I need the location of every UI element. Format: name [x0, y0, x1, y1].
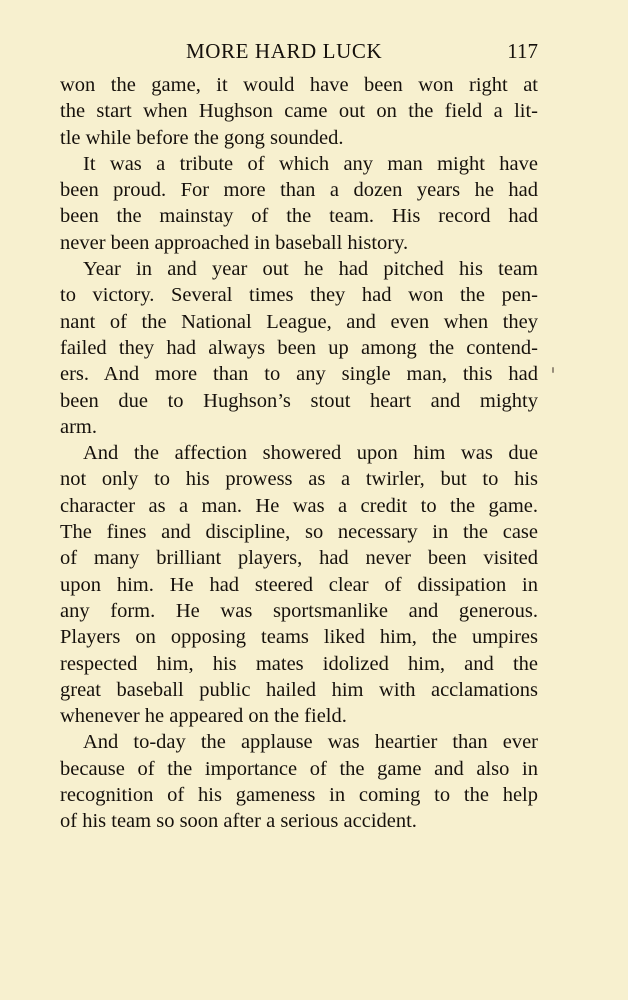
- text-line: arm.: [60, 415, 97, 438]
- text-line: ers. And more than to any single man, this had: [60, 363, 538, 386]
- text-line: The fines and discipline, so necessary in the case: [60, 521, 538, 544]
- text-line: great baseball public hailed him with acclamations: [60, 678, 538, 701]
- text-line: tle while before the gong sounded.: [60, 126, 344, 149]
- page-number: 117: [507, 39, 538, 63]
- text-line: the start when Hughson came out on the field a lit-: [60, 100, 538, 123]
- text-line: of his team so soon after a serious accident.: [60, 810, 417, 833]
- text-line: any form. He was sportsmanlike and generous.: [60, 599, 538, 622]
- text-line: recognition of his gameness in coming to the help: [60, 784, 538, 807]
- text-line: respected him, his mates idolized him, and the: [60, 652, 538, 675]
- text-line: And to-day the applause was heartier than ever: [83, 731, 538, 754]
- text-line: It was a tribute of which any man might have: [83, 152, 538, 175]
- text-line: to victory. Several times they had won the pen-: [60, 284, 538, 307]
- text-line: been due to Hughson’s stout heart and mighty: [60, 389, 538, 412]
- text-line: character as a man. He was a credit to the game.: [60, 494, 538, 517]
- text-line: nant of the National League, and even when they: [60, 310, 538, 333]
- body-text: [60, 72, 538, 835]
- text-line: Year in and year out he had pitched his team: [83, 258, 538, 281]
- text-line: whenever he appeared on the field.: [60, 705, 347, 728]
- text-line: won the game, it would have been won right at: [60, 74, 538, 96]
- text-line: upon him. He had steered clear of dissipation in: [60, 573, 538, 596]
- text-line: Players on opposing teams liked him, the umpires: [60, 626, 538, 649]
- text-line: failed they had always been up among the contend-: [60, 336, 538, 359]
- text-line: And the affection showered upon him was due: [83, 442, 538, 465]
- running-head: MORE HARD LUCK: [186, 39, 383, 63]
- page-header: [60, 37, 538, 65]
- text-line: not only to his prowess as a twirler, but to his: [60, 468, 538, 491]
- text-line: because of the importance of the game and also in: [60, 757, 538, 780]
- text-line: of many brilliant players, had never been visited: [60, 547, 538, 570]
- paper-speck: [552, 367, 554, 373]
- text-line: been the mainstay of the team. His record had: [60, 205, 538, 228]
- text-line: never been approached in baseball history.: [60, 231, 409, 254]
- text-line: been proud. For more than a dozen years he had: [60, 179, 538, 202]
